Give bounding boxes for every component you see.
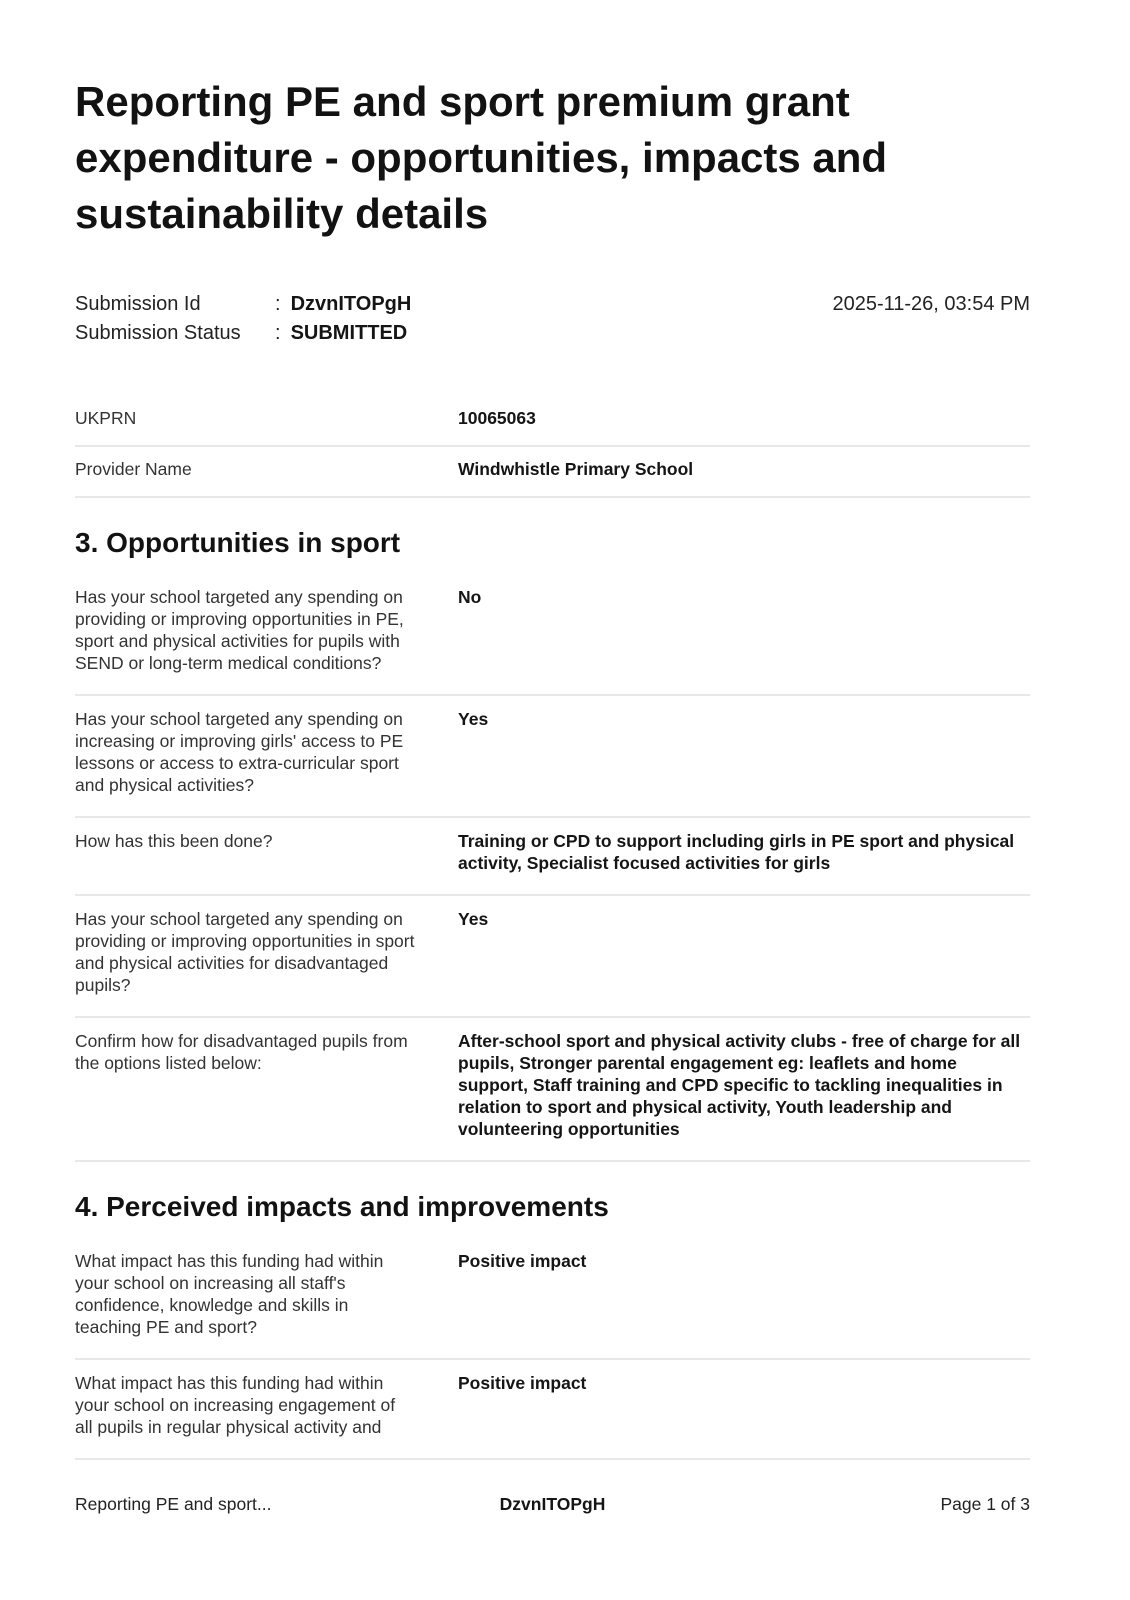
answer-text: After-school sport and physical activity clubs - free of charge for all pupils, Stronger parental engagement eg: leaflets and home support, Staff training and CPD specific to tackling inequalities in relation to sport and physical activity, Youth leadership and volunteering opportunities: [458, 1031, 1021, 1139]
report-sections: [75, 526, 1030, 1460]
submission-status-label: Submission Status: [75, 322, 241, 344]
submission-id-colon: :: [275, 293, 281, 315]
meta-value: Windwhistle Primary School: [458, 459, 694, 479]
footer-document-title: Reporting PE and sport...: [75, 1494, 272, 1514]
section-heading: 3. Opportunities in sport: [75, 527, 401, 558]
question-text: How has this been done?: [75, 831, 273, 851]
question-text: What impact has this funding had within your school on increasing all staff's confidence, knowledge and skills in teaching PE and sport?: [75, 1251, 384, 1337]
answer-text: Yes: [458, 909, 489, 929]
meta-label: Provider Name: [75, 459, 192, 479]
question-text: Has your school targeted any spending on increasing or improving girls' access to PE lessons or access to extra-curricular sport and physical activities?: [75, 709, 404, 795]
footer-submission-id: DzvnITOPgH: [499, 1494, 606, 1514]
answer-text: Positive impact: [458, 1373, 587, 1393]
submission-id-row: [75, 290, 411, 319]
qa-row: [75, 574, 1030, 696]
submission-status-value: SUBMITTED: [290, 322, 408, 344]
qa-row: [75, 818, 1030, 896]
submission-id-value: DzvnITOPgH: [290, 293, 412, 315]
page-title: Reporting PE and sport premium grant expenditure - opportunities, impacts and sustainability details: [75, 78, 888, 237]
meta-label: UKPRN: [75, 408, 137, 428]
answer-text: Yes: [458, 709, 489, 729]
question-text: Confirm how for disadvantaged pupils from the options listed below:: [75, 1031, 408, 1073]
question-text: Has your school targeted any spending on providing or improving opportunities in sport and physical activities for disadvantaged pupils?: [75, 909, 415, 995]
meta-value: 10065063: [458, 408, 536, 428]
submission-block: [75, 290, 1030, 348]
question-text: Has your school targeted any spending on providing or improving opportunities in PE, sport and physical activities for pupils with SEND or long-term medical conditions?: [75, 587, 404, 673]
submission-status-colon: :: [275, 322, 281, 344]
footer-page-number: Page 1 of 3: [940, 1494, 1031, 1514]
qa-row: [75, 896, 1030, 1018]
section-heading: 4. Perceived impacts and improvements: [75, 1191, 609, 1222]
answer-text: Positive impact: [458, 1251, 587, 1271]
qa-row: [75, 696, 1030, 818]
submission-fields: [75, 290, 411, 348]
answer-text: No: [458, 587, 482, 607]
submission-id-label: Submission Id: [75, 293, 201, 315]
meta-row: [75, 396, 1030, 447]
meta-row: [75, 447, 1030, 498]
qa-row: [75, 1018, 1030, 1162]
submission-status-row: [75, 319, 411, 348]
qa-row: [75, 1238, 1030, 1360]
qa-row: [75, 1360, 1030, 1460]
meta-fields: [75, 396, 1030, 498]
submission-datetime: 2025-11-26, 03:54 PM: [832, 293, 1030, 315]
question-text: What impact has this funding had within your school on increasing engagement of all pupils in regular physical activity and: [75, 1373, 396, 1437]
page-footer: [75, 1494, 1030, 1515]
answer-text: Training or CPD to support including girls in PE sport and physical activity, Specialist focused activities for girls: [458, 831, 1015, 873]
